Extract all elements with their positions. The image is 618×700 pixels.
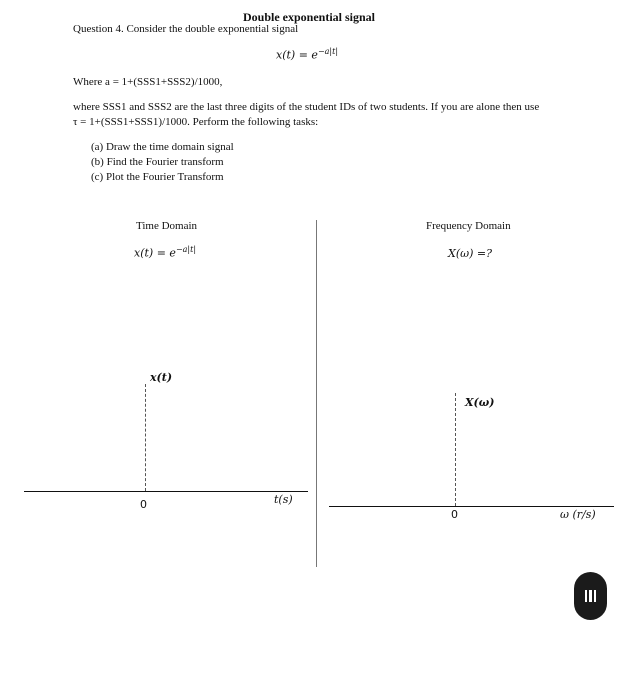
menu-button[interactable]	[574, 572, 607, 620]
frequency-y-axis	[455, 393, 456, 506]
time-domain-title: Time Domain	[136, 220, 198, 232]
task-item-a: (a) Draw the time domain signal	[91, 141, 234, 153]
task-item-b: (b) Find the Fourier transform	[91, 156, 224, 168]
three-bars-menu-icon	[585, 590, 597, 602]
main-equation: $x(t) = e^{-a|t|}$	[276, 47, 339, 62]
question-text: Question 4. Consider the double exponential signal	[73, 23, 299, 35]
time-origin-label: 0	[140, 498, 147, 511]
explanation-line-2: τ = 1+(SSS1+SSS1)/1000. Perform the following tasks:	[73, 116, 319, 128]
panel-divider	[316, 220, 317, 567]
time-y-axis	[145, 384, 146, 491]
explanation-line-1: where SSS1 and SSS2 are the last three digits of the student IDs of two students. If you are alone then use	[73, 101, 540, 113]
frequency-x-axis-unit: ω (r/s)	[560, 508, 596, 521]
document-title: Double exponential signal	[242, 10, 376, 24]
time-y-axis-label: x(t)	[150, 371, 173, 384]
frequency-domain-title: Frequency Domain	[426, 220, 511, 232]
frequency-y-axis-label: X(ω)	[465, 396, 495, 409]
time-x-axis	[24, 491, 308, 492]
where-a-text: Where a = 1+(SSS1+SSS2)/1000,	[73, 76, 223, 88]
time-x-axis-unit: t(s)	[274, 493, 293, 506]
frequency-origin-label: 0	[451, 508, 458, 521]
time-domain-equation: $x(t) = e^{-a|t|}$	[134, 245, 197, 260]
task-item-c: (c) Plot the Fourier Transform	[91, 171, 224, 183]
frequency-x-axis	[329, 506, 614, 507]
frequency-domain-equation: X(ω) =?	[448, 247, 492, 260]
